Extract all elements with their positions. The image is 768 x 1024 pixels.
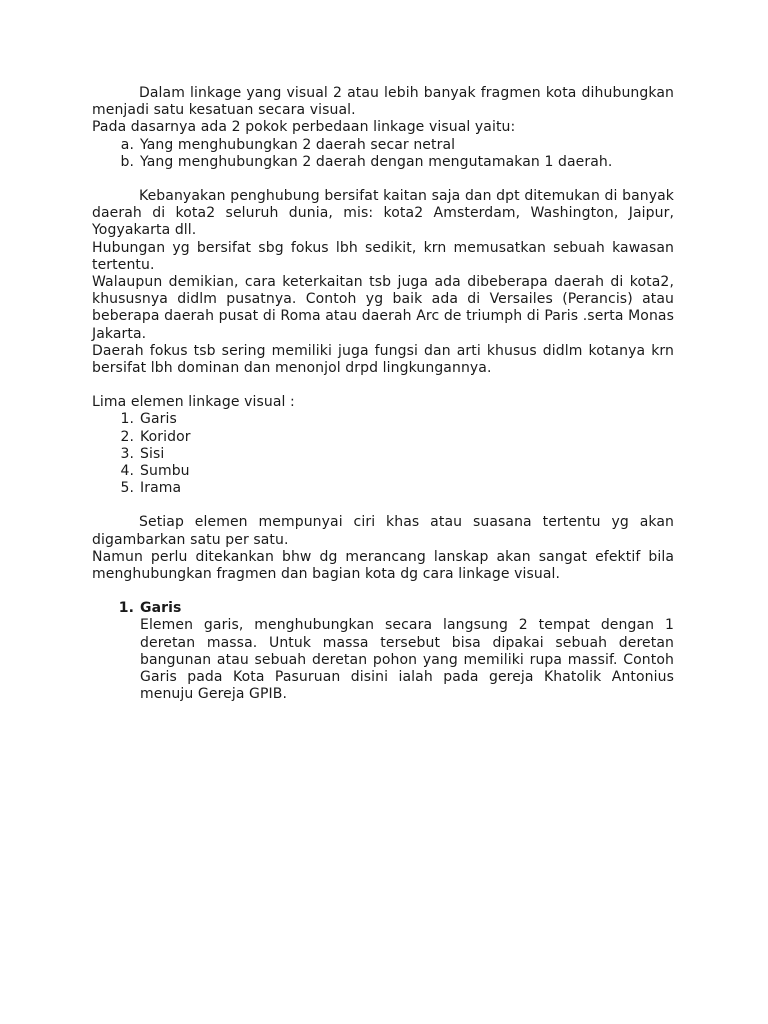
list-item: [92, 154, 674, 171]
list-item-text: Sisi: [140, 445, 165, 462]
list-item-text: Garis: [140, 411, 177, 428]
section-body: Elemen garis, menghubungkan secara langsung 2 tempat dengan 1 deretan massa. Untuk massa tersebut bisa dipakai sebuah deretan bangunan atau sebuah deretan pohon yang memiliki rupa massif. Contoh Garis pada Kota Pasuruan disini ialah pada gereja Khatolik Antonius menuju Gereja GPIB.: [140, 617, 674, 703]
elements-list-title: Lima elemen linkage visual :: [92, 394, 295, 411]
list-item: [92, 411, 674, 428]
list-item: [92, 429, 674, 446]
list-marker: 5.: [120, 480, 134, 497]
spacer: [92, 171, 674, 188]
spacer: [92, 497, 674, 514]
spacer: [92, 583, 674, 600]
list-item: [92, 480, 674, 497]
spacer: [92, 377, 674, 394]
body-paragraph: Walaupun demikian, cara keterkaitan tsb juga ada dibeberapa daerah di kota2, khususnya didlm pusatnya. Contoh yg baik ada di Versailes (Perancis) atau beberapa daerah pusat di Roma atau daerah Arc de triumph di Paris .serta Monas Jakarta.: [92, 274, 674, 342]
intro-paragraph: Dalam linkage yang visual 2 atau lebih banyak fragmen kota dihubungkan menjadi satu kesatuan secara visual.: [92, 85, 674, 119]
list-item: [92, 137, 674, 154]
body-paragraph: Hubungan yg bersifat sbg fokus lbh sedikit, krn memusatkan sebuah kawasan tertentu.: [92, 239, 674, 273]
document-page: [92, 85, 674, 704]
list-item: [92, 463, 674, 480]
intro-statement: Pada dasarnya ada 2 pokok perbedaan linkage visual yaitu:: [92, 119, 516, 136]
list-item-text: Yang menghubungkan 2 daerah secar netral: [140, 136, 456, 153]
list-item-text: Irama: [140, 480, 182, 497]
list-marker: 4.: [120, 463, 134, 480]
body-paragraph: Daerah fokus tsb sering memiliki juga fungsi dan arti khusus didlm kotanya krn bersifat lbh dominan dan menonjol drpd lingkungannya.: [92, 342, 674, 377]
heading-number: 1.: [118, 600, 134, 617]
body-paragraph: Namun perlu ditekankan bhw dg merancang lanskap akan sangat efektif bila menghubungkan fragmen dan bagian kota dg cara linkage visual.: [92, 548, 674, 583]
list-marker: 1.: [120, 411, 134, 428]
section-heading: [92, 600, 674, 617]
list-item: [92, 446, 674, 463]
body-paragraph: Kebanyakan penghubung bersifat kaitan saja dan dpt ditemukan di banyak daerah di kota2 seluruh dunia, mis: kota2 Amsterdam, Washington, Jaipur, Yogyakarta dll.: [92, 188, 674, 239]
list-item-text: Yang menghubungkan 2 daerah dengan mengutamakan 1 daerah.: [140, 153, 613, 170]
list-marker: a.: [120, 136, 134, 153]
list-item-text: Koridor: [140, 428, 191, 445]
list-item-text: Sumbu: [140, 463, 190, 480]
body-paragraph: Setiap elemen mempunyai ciri khas atau suasana tertentu yg akan digambarkan satu per satu.: [92, 514, 674, 548]
list-marker: 3.: [120, 445, 134, 462]
list-marker: 2.: [120, 428, 134, 445]
heading-title: Garis: [140, 600, 182, 617]
list-marker: b.: [120, 153, 134, 170]
